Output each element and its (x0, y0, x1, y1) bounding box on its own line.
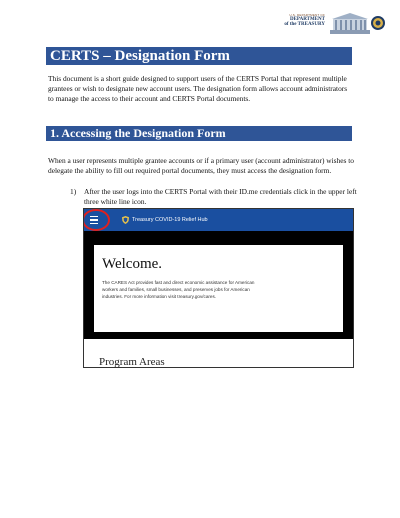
welcome-text: The CARES Act provides fast and direct economic assistance for American workers and families, small businesses, and preserves jobs for American industries. For more information visit treasury.gov/cares. (102, 280, 255, 299)
step-1-number: 1) (70, 187, 77, 196)
logo-text (279, 13, 325, 33)
section-heading-accessing: 1. Accessing the Designation Form (46, 126, 352, 141)
highlight-circle (83, 209, 110, 231)
logo-line-1: U.S. DEPARTMENT OF (289, 13, 325, 17)
portal-top-bar (84, 209, 353, 231)
portal-screenshot (83, 208, 354, 368)
welcome-heading: Welcome. (102, 256, 163, 272)
step-1-text: After the user logs into the CERTS Portal with their ID.me credentials click in the upper left three white line icon. (84, 187, 357, 206)
treasury-shield-icon (122, 216, 129, 224)
treasury-building-icon (328, 10, 386, 36)
program-areas-heading: Program Areas (99, 356, 165, 368)
page-title: CERTS – Designation Form (46, 47, 352, 65)
welcome-card (94, 245, 343, 332)
hub-title: Treasury COVID-19 Relief Hub (132, 217, 208, 223)
logo-line-2: DEPARTMENT (289, 17, 325, 22)
section1-paragraph: When a user represents multiple grantee accounts or if a primary user (account administrator) wishes to delegate the ability to fill out required portal documents, they must access the designation form. (48, 156, 354, 175)
logo-line-3: of the TREASURY (284, 22, 325, 27)
intro-paragraph: This document is a short guide designed to support users of the CERTS Portal that represent multiple grantees or wish to designate new account users. The designation form allows account administrators to manage the access to their account and CERTS Portal documents. (48, 74, 348, 103)
treasury-logo (279, 10, 387, 36)
